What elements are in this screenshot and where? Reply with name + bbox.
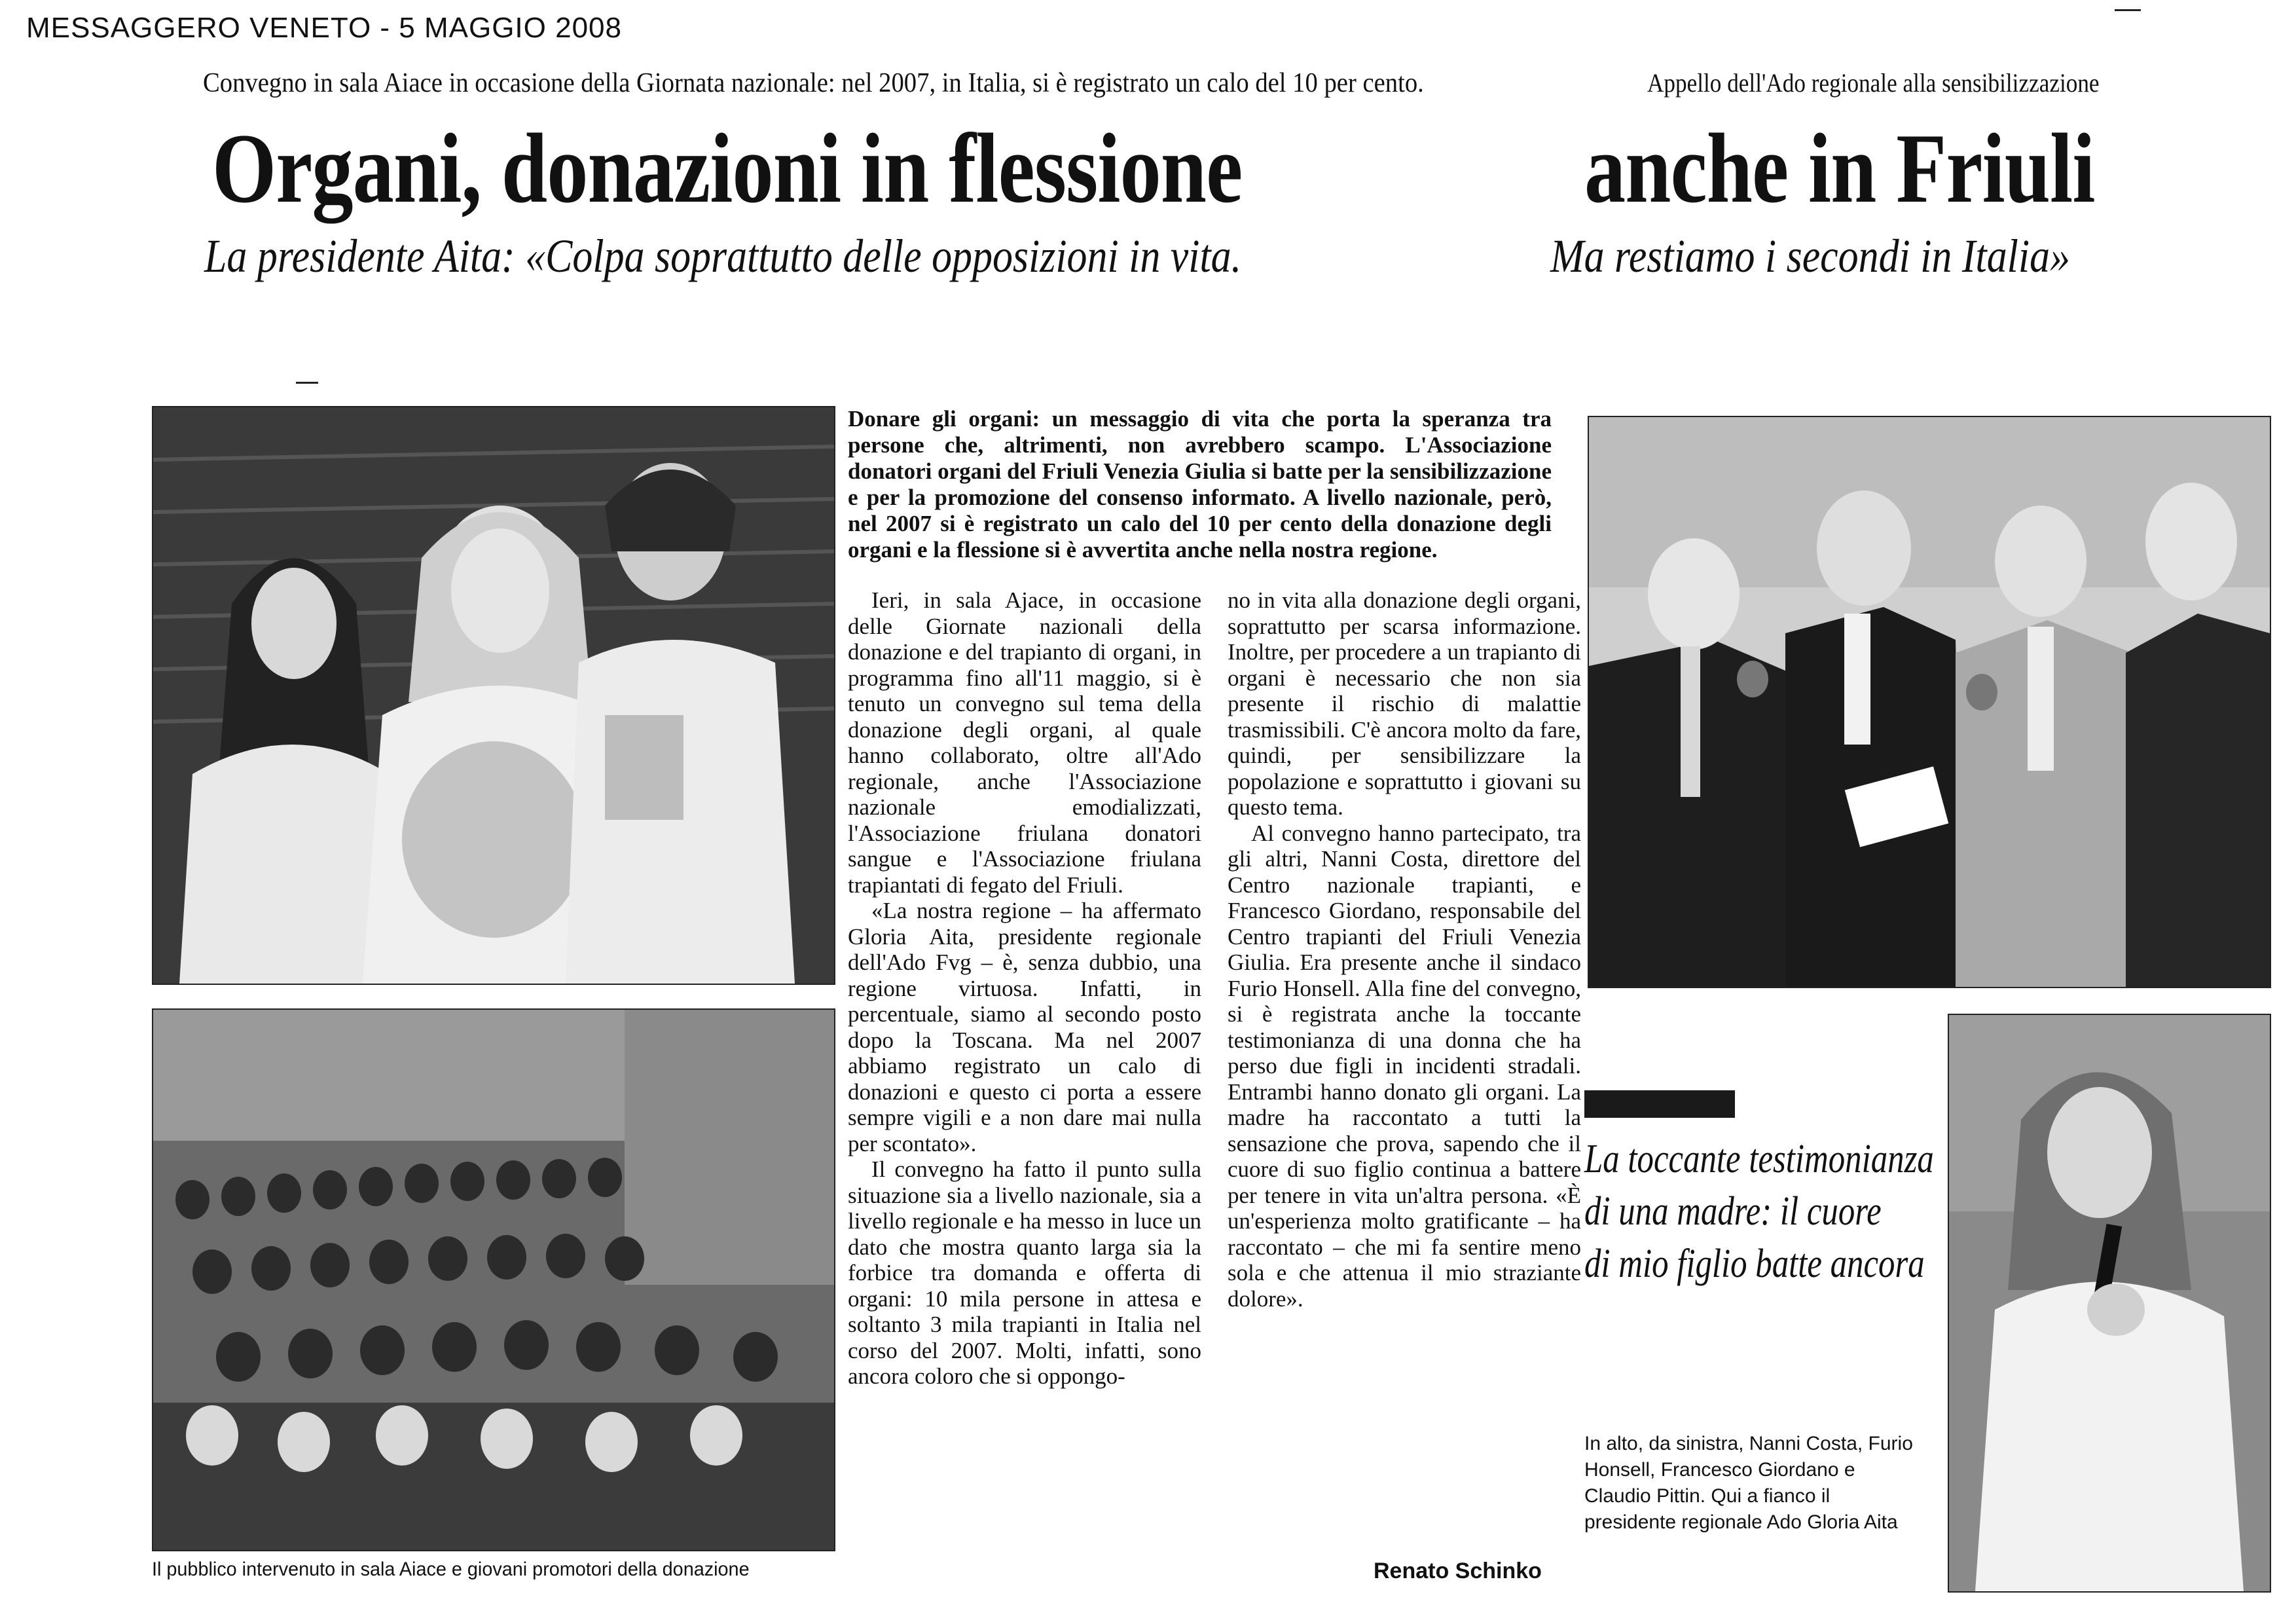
article-paragraph: no in vita alla donazione degli organi, soprattutto per scarsa informazione. Inoltre, per procedere a un trapianto di organi è necessario che non sia presente il rischio di malattie trasmissibili. C'è ancora molto da fare, quindi, per sensibilizzare la popolazione e soprattutto i giovani su questo tema. <box>1228 587 1581 820</box>
kicker-right: Appello dell'Ado regionale alla sensibilizzazione <box>1647 68 2100 98</box>
subhead-part-2: Ma restiamo i secondi in Italia» <box>1550 230 2070 282</box>
photo-caption-speakers: In alto, da sinistra, Nanni Costa, Furio Honsell, Francesco Giordano e Claudio Pittin. Qui a fianco il presidente regionale Ado Gloria Aita <box>1584 1433 1913 1533</box>
photo-audience-sala-aiace <box>152 1008 835 1551</box>
column-mark <box>296 382 318 384</box>
headline-part-1: Organi, donazioni in flessione <box>212 113 1243 223</box>
article-paragraph: «La nostra regione – ha affermato Gloria Aita, presidente regionale dell'Ado Fvg – è, senza dubbio, una regione virtuosa. Infatti, in percentuale, siamo al secondo posto dopo la Toscana. Ma nel 2007 abbiamo registrato un calo di donazioni e questo ci porta a essere sempre vigili e a non dare mai nulla per scontato». <box>848 898 1201 1156</box>
article-paragraph: Al convegno hanno partecipato, tra gli altri, Nanni Costa, direttore del Centro nazionale trapianti, e Francesco Giordano, responsabile del Centro trapianti del Friuli Venezia Giulia. Era presente anche il sindaco Furio Honsell. Alla fine del convegno, si è registrata anche la toccante testimonianza di una donna che ha perso due figli in incidenti stradali. Entrambi hanno donato gli organi. La madre ha raccontato a tutti la sensazione che prova, sapendo che il cuore di suo figlio continua a battere per tenere in vita un'altra persona. «È un'esperienza molto gratificante – ha raccontato – che mi fa sentire meno sola e che attenua il mio straziante dolore». <box>1228 820 1581 1312</box>
photo-speakers-group <box>1588 416 2271 988</box>
photo-caption-audience: Il pubblico intervenuto in sala Aiace e giovani promotori della donazione <box>152 1559 750 1580</box>
pullquote-line: di mio figlio batte ancora <box>1584 1242 1925 1286</box>
newspaper-source-line: MESSAGGERO VENETO - 5 MAGGIO 2008 <box>26 12 622 44</box>
pullquote <box>1584 1133 1934 1290</box>
subhead-part-1: La presidente Aita: «Colpa soprattutto delle opposizioni in vita. <box>204 230 1242 282</box>
pullquote-bar <box>1584 1090 1735 1118</box>
article-lead: Donare gli organi: un messaggio di vita che porta la speranza tra persone che, altrimenti, non avrebbero scampo. L'Associazione donatori organi del Friuli Venezia Giulia si batte per la sensibilizzazione e per la promozione del consenso informato. A livello nazionale, però, nel 2007 si è registrato un calo del 10 per cento della donazione degli organi e la flessione si è avvertita anche nella nostra regione. <box>848 406 1552 563</box>
headline-part-2: anche in Friuli <box>1584 113 2095 223</box>
article-paragraph: Il convegno ha fatto il punto sulla situazione sia a livello nazionale, sia a livello regionale e ha messo in luce un dato che mostra quanto larga sia la forbice tra domanda e offerta di organi: 10 mila persone in attesa e soltanto 3 mila trapianti in Italia nel corso del 2007. Molti, infatti, sono ancora coloro che si oppongo- <box>848 1156 1201 1389</box>
corner-mark <box>2115 9 2141 11</box>
photo-young-promoters <box>152 406 835 985</box>
pullquote-line: La toccante testimonianza <box>1584 1137 1934 1181</box>
pullquote-line: di una madre: il cuore <box>1584 1189 1882 1234</box>
article-paragraph: Ieri, in sala Ajace, in occasione delle Giornate nazionali della donazione e del trapianto di organi, in programma fino all'11 maggio, si è tenuto un convegno sul tema della donazione degli organi, al quale hanno collaborato, oltre all'Ado regionale, anche l'Associazione nazionale emodializzati, l'Associazione friulana donatori sangue e l'Associazione friulana trapiantati di fegato del Friuli. <box>848 587 1201 898</box>
article-column-1 <box>848 587 1201 1390</box>
article-byline: Renato Schinko <box>1374 1559 1542 1583</box>
article-column-2 <box>1228 587 1581 1312</box>
kicker-left: Convegno in sala Aiace in occasione della Giornata nazionale: nel 2007, in Italia, si è registrato un calo del 10 per cento. <box>203 68 1424 98</box>
photo-gloria-aita <box>1948 1014 2271 1593</box>
